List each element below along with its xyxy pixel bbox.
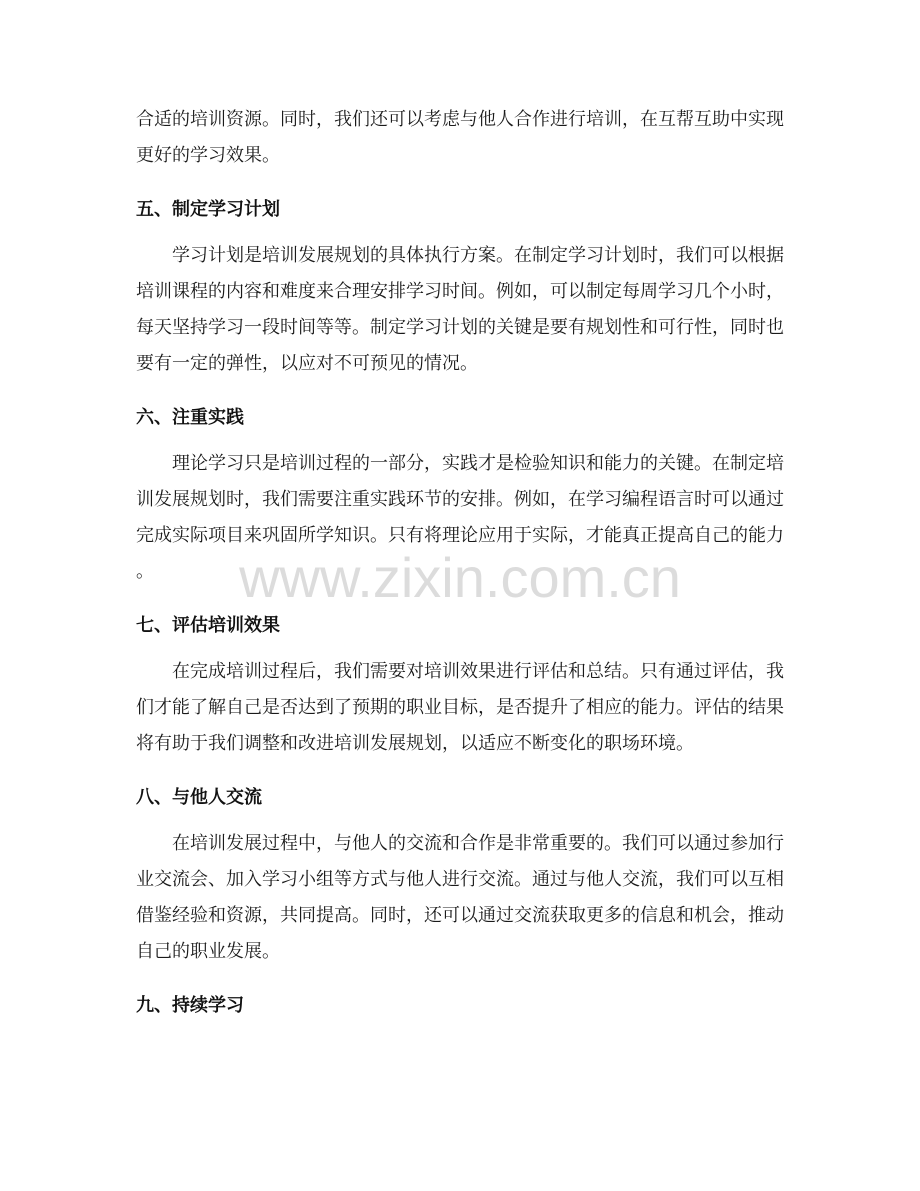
paragraph-line: 理论学习只是培训过程的一部分，实践才是检验知识和能力的关键。在制定培 xyxy=(172,453,784,474)
paragraph xyxy=(136,826,784,970)
section-9 xyxy=(136,988,784,1024)
section-heading: 七、评估培训效果 xyxy=(136,615,280,636)
section-heading: 八、与他人交流 xyxy=(136,787,262,808)
paragraph-line: 学习计划是培训发展规划的具体执行方案。在制定学习计划时，我们可以根据 xyxy=(172,245,784,266)
paragraph-line: 们才能了解自己是否达到了预期的职业目标，是否提升了相应的能力。评估的结果 xyxy=(136,697,784,718)
paragraph-line: 业交流会、加入学习小组等方式与他人进行交流。通过与他人交流，我们可以互相 xyxy=(136,869,784,890)
section-heading: 九、持续学习 xyxy=(136,995,244,1016)
paragraph-line: 自己的职业发展。 xyxy=(136,941,280,962)
paragraph xyxy=(136,446,784,590)
paragraph-line: 每天坚持学习一段时间等等。制定学习计划的关键是要有规划性和可行性，同时也 xyxy=(136,317,784,338)
paragraph-line: 更好的学习效果。 xyxy=(136,145,280,166)
paragraph-line: 训发展规划时，我们需要注重实践环节的安排。例如，在学习编程语言时可以通过 xyxy=(136,489,784,510)
section-heading: 六、注重实践 xyxy=(136,407,244,428)
paragraph-line: 培训课程的内容和难度来合理安排学习时间。例如，可以制定每周学习几个小时， xyxy=(136,281,784,302)
section-6 xyxy=(136,400,784,590)
paragraph-line: 借鉴经验和资源，共同提高。同时，还可以通过交流获取更多的信息和机会，推动 xyxy=(136,905,784,926)
paragraph-line: 将有助于我们调整和改进培训发展规划，以适应不断变化的职场环境。 xyxy=(136,733,694,754)
paragraph-line: 要有一定的弹性，以应对不可预见的情况。 xyxy=(136,353,478,374)
section-8 xyxy=(136,780,784,970)
watermark: www.zixin.com.cn xyxy=(239,546,681,609)
paragraph xyxy=(136,238,784,382)
paragraph-line: 完成实际项目来巩固所学知识。只有将理论应用于实际，才能真正提高自己的能力 xyxy=(136,525,784,546)
paragraph xyxy=(136,654,784,762)
paragraph-line: 在培训发展过程中，与他人的交流和合作是非常重要的。我们可以通过参加行 xyxy=(172,833,784,854)
paragraph-continuation xyxy=(136,102,784,174)
paragraph-line: 在完成培训过程后，我们需要对培训效果进行评估和总结。只有通过评估，我 xyxy=(172,661,784,682)
paragraph-line: 合适的培训资源。同时，我们还可以考虑与他人合作进行培训，在互帮互助中实现 xyxy=(136,109,784,130)
paragraph-line: 。 xyxy=(136,561,154,582)
section-heading: 五、制定学习计划 xyxy=(136,199,280,220)
section-5 xyxy=(136,192,784,382)
document-body xyxy=(136,102,784,1034)
section-7 xyxy=(136,608,784,762)
